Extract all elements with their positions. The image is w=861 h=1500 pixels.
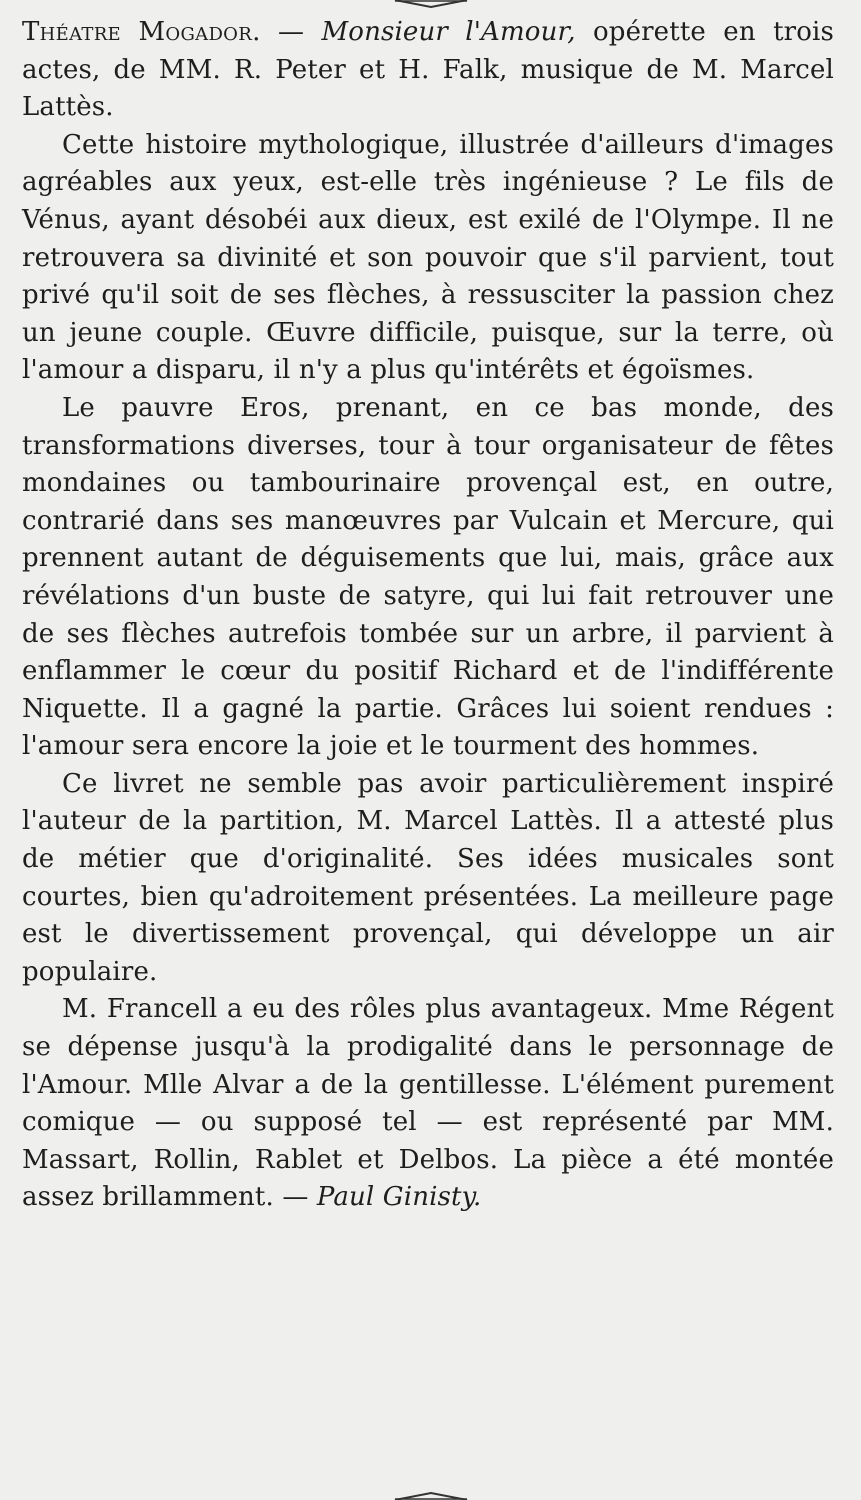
play-description: opérette en trois actes, de MM. R. Peter et H. Falk, musique de M. Marcel Lattès. bbox=[22, 17, 835, 123]
review-header bbox=[22, 14, 834, 127]
cast-text: M. Francell a eu des rôles plus avantageux. Mme Régent se dépense jusqu'à la prodigalité dans le personnage de l'Amour. Mlle Alvar a de la gentillesse. L'élément purement comique — ou supposé tel — est représenté par MM. Massart, Rollin, Rablet et Delbos. La pièce a été montée assez brillamment. bbox=[22, 994, 834, 1213]
paragraph-cast bbox=[22, 991, 834, 1217]
signature-dash: — bbox=[273, 1182, 317, 1213]
author-signature: Paul Ginisty. bbox=[316, 1182, 482, 1213]
header-dash: — bbox=[260, 17, 322, 47]
top-ornament-icon bbox=[391, 0, 471, 8]
bottom-ornament-icon bbox=[391, 1492, 471, 1500]
paragraph-plot: Le pauvre Eros, prenant, en ce bas monde, des transformations diverses, tour à tour organisateur de fêtes mondaines ou tambourinaire provençal est, en outre, contrarié dans ses manœuvres par Vulcain et Mercure, qui prennent autant de déguisements que lui, mais, grâce aux révélations d'un buste de satyre, qui lui fait retrouver une de ses flèches autrefois tombée sur un arbre, il parvient à enflammer le cœur du positif Richard et de l'indifférente Niquette. Il a gagné la partie. Grâces lui soient rendues : l'amour sera encore la joie et le tourment des hommes. bbox=[22, 392, 834, 762]
paragraph-synopsis: Cette histoire mythologique, illustrée d'ailleurs d'images agréables aux yeux, est-elle très ingénieuse ? Le fils de Vénus, ayant désobéi aux dieux, est exilé de l'Olympe. Il ne retrouvera sa divinité et son pouvoir que s'il parvient, tout privé qu'il soit de ses flèches, à ressusciter la passion chez un jeune couple. Œuvre difficile, puisque, sur la terre, où l'amour a disparu, il n'y a plus qu'intérêts et égoïsmes. bbox=[22, 129, 834, 386]
paragraph-music: Ce livret ne semble pas avoir particulièrement inspiré l'auteur de la partition, M. Marcel Lattès. Il a attesté plus de métier que d'originalité. Ses idées musicales sont courtes, bien qu'adroitement présentées. La meilleure page est le divertissement provençal, qui développe un air populaire. bbox=[22, 768, 834, 987]
theatre-review-article bbox=[22, 14, 834, 1217]
play-title: Monsieur l'Amour, bbox=[321, 17, 576, 47]
theatre-name: Théatre Mogador. bbox=[22, 17, 261, 47]
